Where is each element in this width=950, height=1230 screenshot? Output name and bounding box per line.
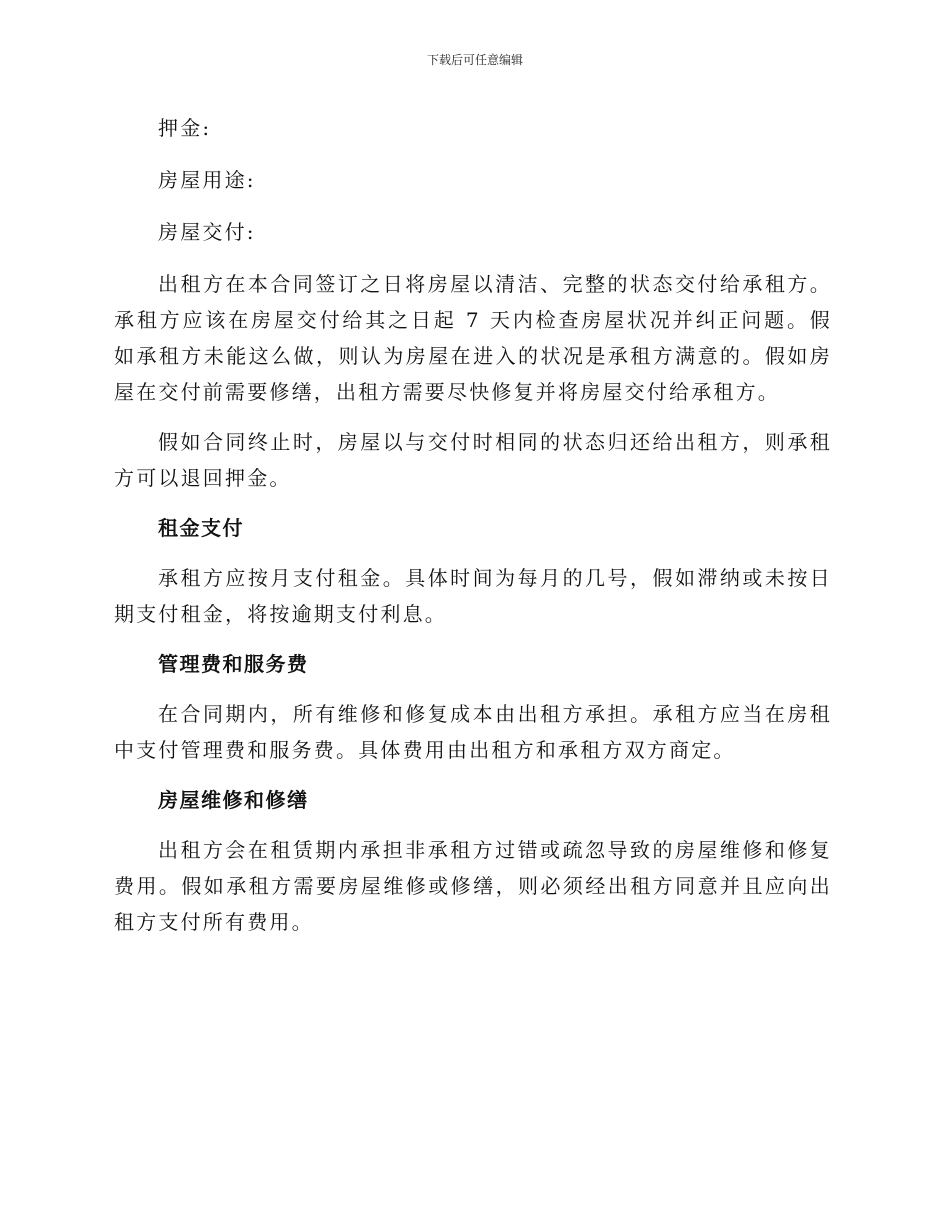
delivery-label: 房屋交付: xyxy=(158,220,256,244)
document-body xyxy=(114,110,832,954)
page-header: 下载后可任意编辑 xyxy=(426,53,523,67)
deposit-label: 押金: xyxy=(158,116,212,140)
repair-paragraph: 出租方会在租赁期内承担非承租方过错或疏忽导致的房屋维修和修复费用。假如承租方需要房屋维修或修缮，则必须经出租方同意并且应向出租方支付所有费用。 xyxy=(114,838,832,934)
repair-heading: 房屋维修和修缮 xyxy=(158,788,309,812)
fees-heading: 管理费和服务费 xyxy=(158,652,309,676)
rent-heading: 租金支付 xyxy=(158,516,244,540)
usage-label: 房屋用途: xyxy=(158,168,256,192)
delivery-paragraph-2: 假如合同终止时，房屋以与交付时相同的状态归还给出租方，则承租方可以退回押金。 xyxy=(114,430,832,490)
fees-paragraph: 在合同期内，所有维修和修复成本由出租方承担。承租方应当在房租中支付管理费和服务费。具体费用由出租方和承租方双方商定。 xyxy=(114,702,832,762)
rent-paragraph: 承租方应按月支付租金。具体时间为每月的几号，假如滞纳或未按日期支付租金，将按逾期支付利息。 xyxy=(114,566,832,626)
delivery-paragraph-1: 出租方在本合同签订之日将房屋以清洁、完整的状态交付给承租方。承租方应该在房屋交付给其之日起 7 天内检查房屋状况并纠正问题。假如承租方未能这么做，则认为房屋在进入的状况是承租方满意的。假如房屋在交付前需要修缮，出租方需要尽快修复并将房屋交付给承租方。 xyxy=(114,272,832,404)
